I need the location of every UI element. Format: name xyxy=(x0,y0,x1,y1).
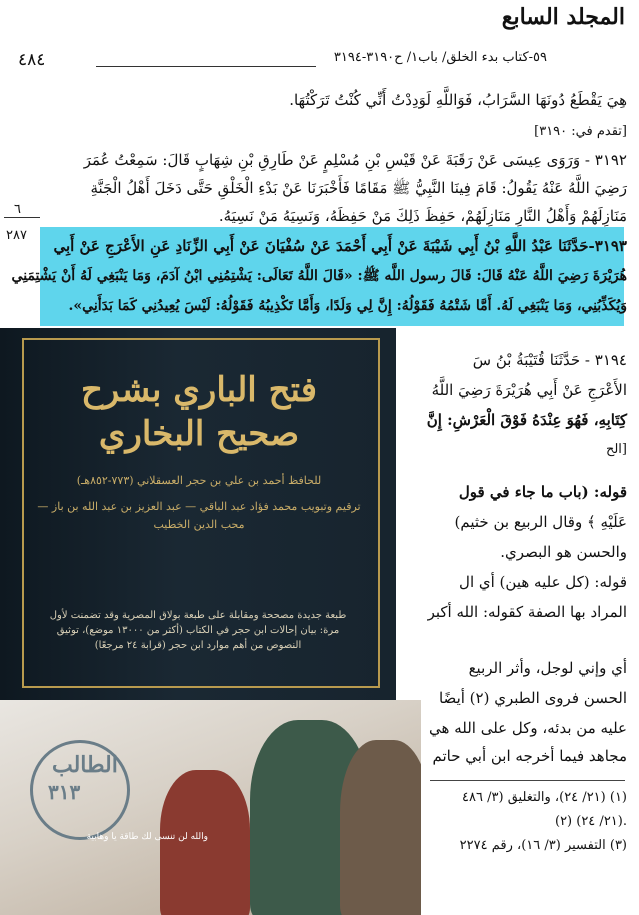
body-line: [الح xyxy=(605,442,627,457)
body-line: ٣١٩٢ - وَرَوَى عِيسَى عَنْ رَقَبَةَ عَنْ قَيْسِ بْنِ مُسْلِمٍ عَنْ طَارِقِ بْنِ شِهَابٍ قَالَ: سَمِعْتُ عُمَرَ xyxy=(83,151,627,169)
commentary-line: عَلَيْهِ ﴾ وقال الربيع بن خثيم) xyxy=(454,513,627,531)
logo-number: ٣١٣ xyxy=(48,780,81,804)
commentary-line: مجاهد فيما أخرجه ابن أبي حاتم xyxy=(432,747,627,765)
body-line: رَضِيَ اللَّهُ عَنْهُ يَقُولُ: قَامَ فِينَا النَّبِيُّ ﷺ مَقَامًا فَأَخْبَرَنَا عَنْ بَدْءِ الْخَلْقِ حَتَّى دَخَلَ أَهْلُ الْجَنَّةِ xyxy=(90,179,627,197)
commentary-line: والحسن هو البصري. xyxy=(500,543,627,561)
body-line: ٣١٩٤ - حَدَّثَنَا قُتَيْبَةُ بْنُ سَ xyxy=(472,351,627,369)
body-line: الأَعْرَجِ عَنْ أَبِي هُرَيْرَةَ رَضِيَ اللَّهُ xyxy=(431,381,627,399)
footnote: (١) (٢١/ ٢٤)، والتغليق (٣/ ٤٨٦ xyxy=(462,790,627,805)
book-cover-image xyxy=(0,328,396,700)
figure-brown xyxy=(340,740,421,915)
body-line: كِتَابِهِ، فَهُوَ عِنْدَهُ فَوْقَ الْعَرْشِ: إِنَّ xyxy=(426,411,627,429)
cross-reference: [تقدم في: ٣١٩٠] xyxy=(534,124,627,139)
cover-editors: ترقيم وتبويب محمد فؤاد عبد الباقي — عبد العزيز بن عبد الله بن باز — محب الدين الخطيب xyxy=(37,500,361,531)
page-number: ٤٨٤ xyxy=(18,50,46,70)
margin-rule xyxy=(4,217,40,218)
footnote: (٢) (٢١/ ٢٤). xyxy=(554,814,627,829)
hadith-line: هُرَيْرَةَ رَضِيَ اللَّهُ عَنْهُ قَالَ: قَالَ رسول اللَّه ﷺ: «قَالَ اللَّهُ تَعَالَى: يَشْتِمُنِي ابْنُ آدَمَ، وَمَا يَنْبَغِي لَهُ أَنْ يَشْتِمَنِي xyxy=(11,268,627,284)
photo-caption: والله لن تنسى لك طاقة يا وهابية xyxy=(86,832,208,842)
header-rule xyxy=(96,66,316,67)
margin-old-page: ٦ xyxy=(14,202,21,217)
cover-title: فتح الباري بشرح صحيح البخاري xyxy=(80,370,318,454)
commentary-line: المراد بها الصفة كقوله: الله أكبر xyxy=(427,603,627,621)
logo-text: الطالب xyxy=(52,752,118,778)
body-line: مَنَازِلَهُمْ وَأَهْلُ النَّارِ مَنَازِلَهُمْ، حَفِظَ ذَلِكَ مَنْ حَفِظَهُ، وَنَسِيَهُ مَنْ نَسِيَهُ. xyxy=(218,207,627,225)
margin-new-page: ٢٨٧ xyxy=(6,228,27,243)
cover-author: للحافظ أحمد بن علي بن حجر العسقلاني (٧٧٣-٨٥٢هـ) xyxy=(76,474,322,487)
commentary-line: أي وإني لوجل، وأثر الربيع xyxy=(468,659,627,677)
body-line: هِيَ يَقْطَعُ دُونَهَا السَّرَابُ، فَوَاللَّهِ لَوَدِدْتُ أَنِّي كُنْتُ تَرَكْتُهَا. xyxy=(289,91,627,109)
footnote: (٣) التفسير (٣/ ١٦)، رقم ٢٢٧٤ xyxy=(459,838,627,853)
hadith-line: ٣١٩٣-حَدَّثَنَا عَبْدُ اللَّهِ بْنُ أَبِي شَيْبَةَ عَنْ أَبِي أَحْمَدَ عَنْ سُفْيَانَ عَنْ أَبِي الزِّنَادِ عَنِ الأَعْرَجِ عَنْ أَبِي xyxy=(53,237,627,255)
volume-title: المجلد السابع xyxy=(501,4,625,30)
commentary-line: عليه من بدئه، وكل على الله هي xyxy=(429,719,627,737)
commentary-line: قوله: (باب ما جاء في قول xyxy=(458,483,627,501)
commentary-line: الحسن فروى الطبري (٢) أيضًا xyxy=(438,689,627,707)
cover-description: طبعة جديدة مصححة ومقابلة على طبعة بولاق المصرية وقد تضمنت لأول مرة: بيان إحالات ابن حجر في الكتاب (أكثر من ١٣٠٠٠ موضع)، توثيق النصوص من أهم موارد ابن حجر (قرابة ٢٤ مرجعًا) xyxy=(49,610,347,651)
hadith-line: وَيُكَذِّبُنِي، وَمَا يَنْبَغِي لَهُ. أَمَّا شَتْمُهُ فَقَوْلُهُ: إِنَّ لِي وَلَدًا، وَأَمَّا تَكْذِيبُهُ فَقَوْلُهُ: لَيْسَ يُعِيدُنِي كَمَا بَدَأَنِي». xyxy=(68,298,627,314)
commentary-line: قوله: (كل عليه هين) أي ال xyxy=(459,573,627,591)
footnote-rule xyxy=(430,780,625,781)
meme-photo xyxy=(0,700,421,915)
running-head: ٥٩-كتاب بدء الخلق/ باب١/ ح٣١٩٠-٣١٩٤ xyxy=(333,50,547,65)
figure-red xyxy=(160,770,250,915)
